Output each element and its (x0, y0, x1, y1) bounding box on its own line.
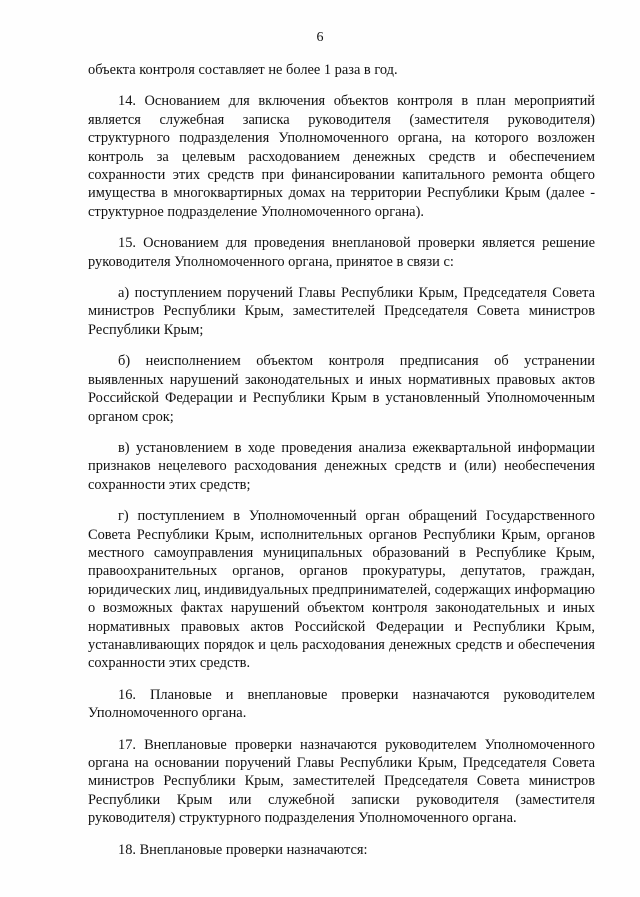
paragraph-continuation: объекта контроля составляет не более 1 раза в год. (88, 62, 398, 78)
paragraph-15-b: б) неисполнением объектом контроля предписания об устранении выявленных нарушений законодательных и иных нормативных правовых актов Российской Федерации и Республики Крым в установленный Уполномоченным органом срок; (88, 353, 595, 425)
paragraph-15-a: а) поступлением поручений Главы Республики Крым, Председателя Совета министров Республики Крым, заместителей Председателя Совета министров Республики Крым; (88, 285, 595, 338)
paragraph-15: 15. Основанием для проведения внеплановой проверки является решение руководителя Уполномоченного органа, принятое в связи с: (88, 235, 595, 270)
paragraph-15-g: г) поступлением в Уполномоченный орган обращений Государственного Совета Республики Крым, исполнительных органов Республики Крым, органов местного самоуправления муниципальных образований в Республике Крым, правоохранительных органов, органов прокуратуры, депутатов, граждан, юридических лиц, индивидуальных предпринимателей, содержащих информацию о возможных фактах нарушений объектом контроля законодательных и иных нормативных правовых актов Российской Федерации и Республики Крым, устанавливающих порядок и цель расходования денежных средств и обеспечения сохранности этих средств. (88, 508, 595, 672)
paragraph-14: 14. Основанием для включения объектов контроля в план мероприятий является служебная записка руководителя (заместителя руководителя) структурного подразделения Уполномоченного органа, на которого возложен контроль за целевым расходованием денежных средств и обеспечением сохранности этих средств при финансировании капитального ремонта общего имущества в многоквартирных домах на территории Республики Крым (далее - структурное подразделение Уполномоченного органа). (88, 93, 595, 220)
paragraph-16: 16. Плановые и внеплановые проверки назначаются руководителем Уполномоченного органа. (88, 686, 595, 722)
paragraph-17: 17. Внеплановые проверки назначаются руководителем Уполномоченного органа на основании поручений Главы Республики Крым, Председателя Совета министров Республики Крым, заместителей Председателя Совета министров Республики Крым или служебной записки руководителя (заместителя руководителя) структурного подразделения Уполномоченного органа. (88, 736, 595, 827)
paragraph-gap (88, 339, 595, 352)
paragraph-gap (88, 79, 595, 92)
paragraph-gap (88, 271, 595, 284)
document-body (88, 61, 595, 859)
paragraph-gap (88, 494, 595, 507)
paragraph-18: 18. Внеплановые проверки назначаются: (118, 841, 368, 858)
paragraph-15-v: в) установлением в ходе проведения анализа ежеквартальной информации признаков нецелевого расходования денежных средств и (или) необеспечения сохранности этих средств; (88, 439, 595, 493)
paragraph-gap (88, 723, 595, 736)
paragraph-gap (88, 426, 595, 439)
paragraph-gap (88, 673, 595, 686)
paragraph-gap (88, 221, 595, 234)
page-number: 6 (316, 30, 324, 45)
paragraph-gap (88, 828, 595, 841)
